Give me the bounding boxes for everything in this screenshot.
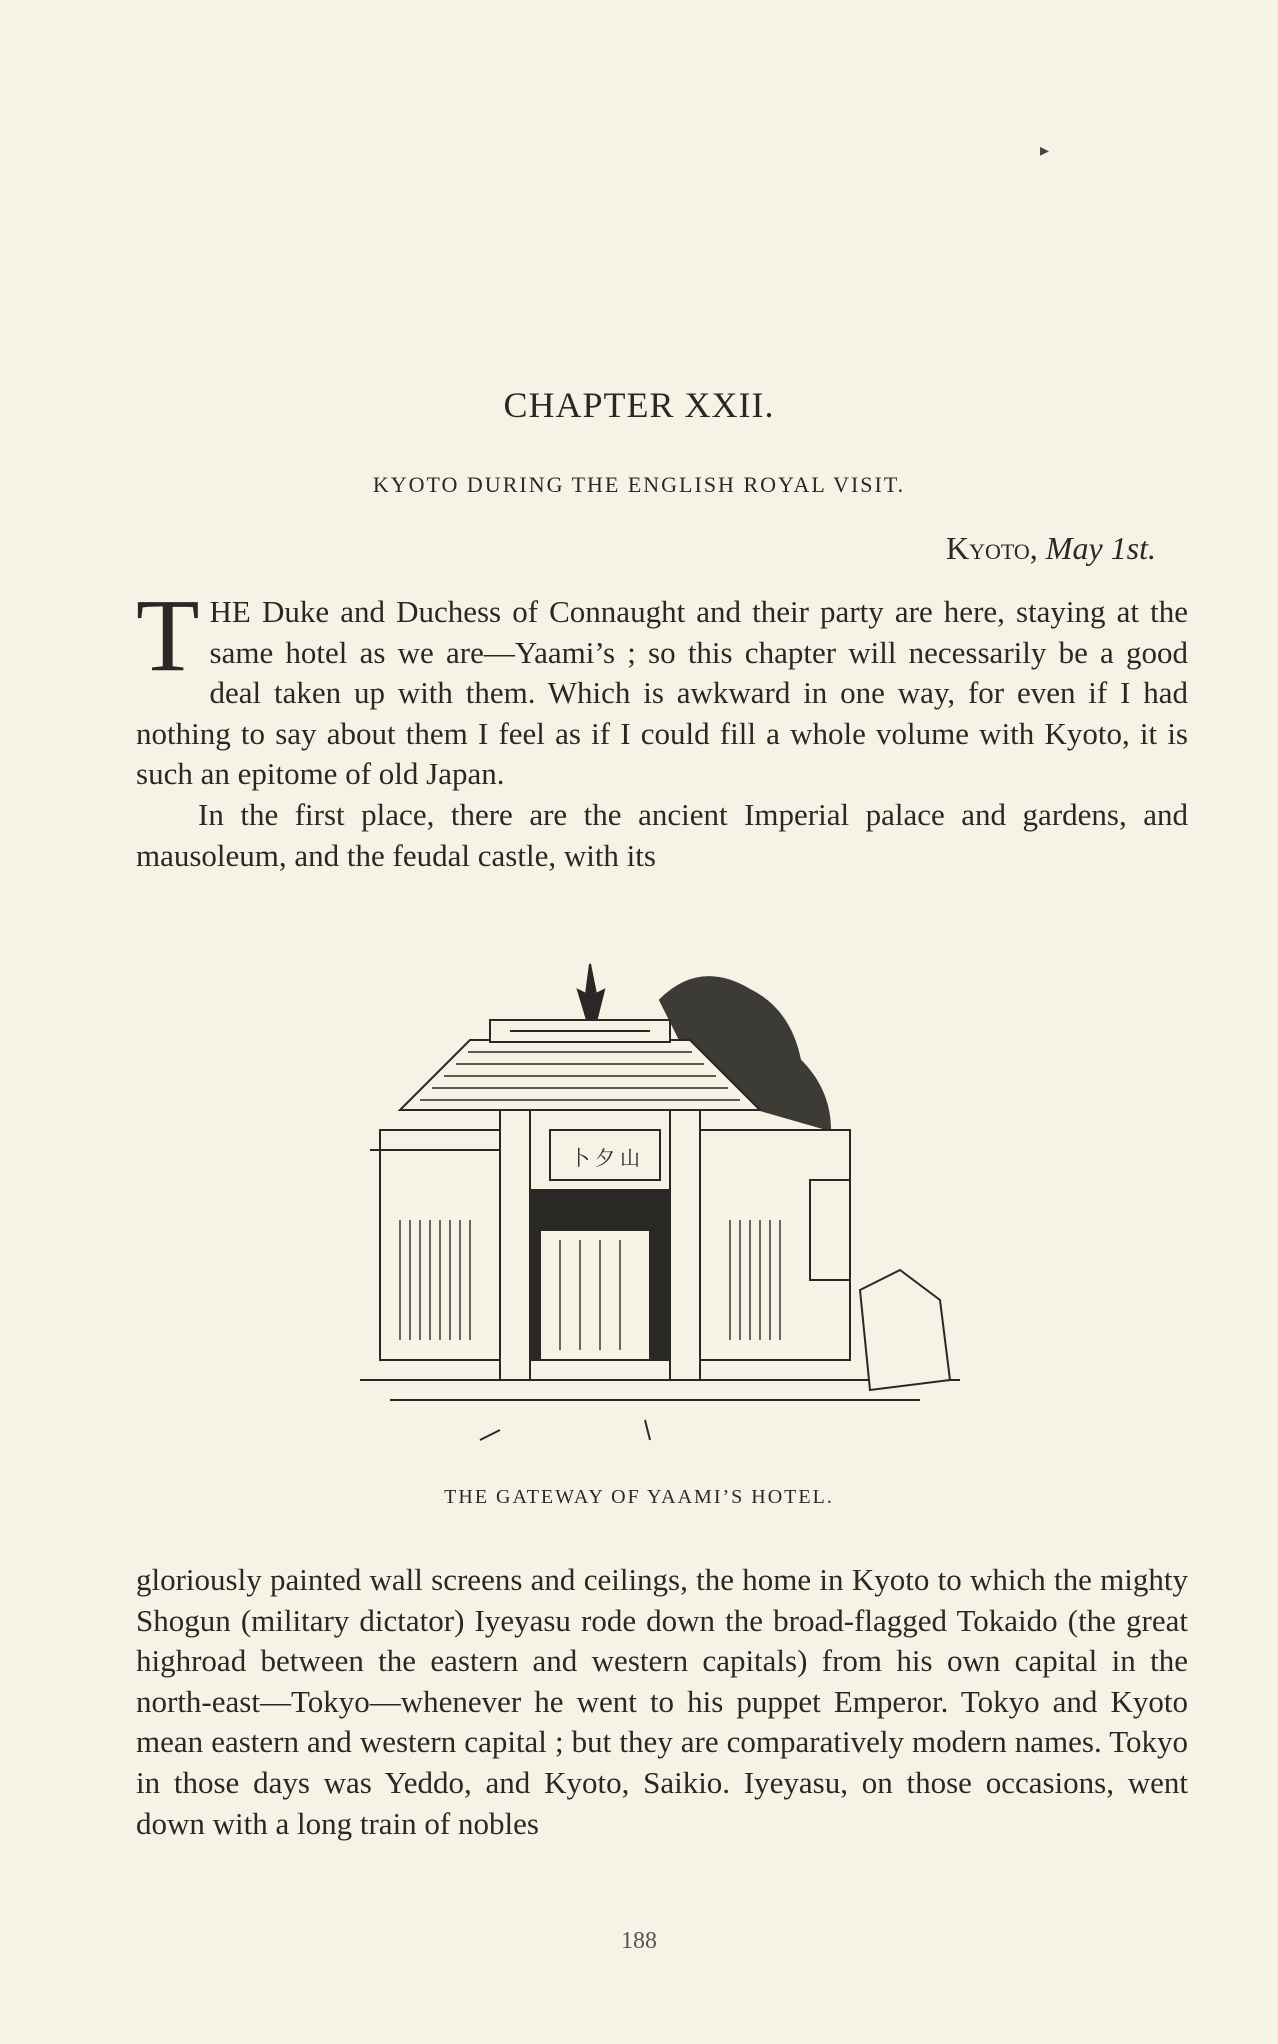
dateline-place: Kyoto, [945, 530, 1038, 566]
drop-cap: T [136, 578, 200, 693]
figure-caption: THE GATEWAY OF YAAMI’S HOTEL. [444, 1486, 834, 1508]
printer-mark: ▸ [1040, 140, 1050, 160]
svg-text:卜 夕 山: 卜 夕 山 [570, 1148, 640, 1170]
gateway-illustration [360, 960, 970, 1470]
paragraph-3: gloriously painted wall screens and ceilings, the home in Kyoto to which the mighty Shogun (military dictator) Iyeyasu rode down the broad-flagged Tokaido (the great highroad between the eastern and western capitals) from his own capital in the north-east—Tokyo—whenever he went to his puppet Emperor. Tokyo and Kyoto mean eastern and western capital ; but they are comparatively modern names. Tokyo in those days was Yeddo, and Kyoto, Saikio. Iyeyasu, on those occasions, went down with a long train of nobles [136, 1562, 1188, 1841]
chapter-heading: CHAPTER XXII. [503, 385, 775, 425]
chapter-subtitle: KYOTO DURING THE ENGLISH ROYAL VISIT. [372, 472, 906, 497]
dateline-date: May 1st. [1045, 530, 1156, 566]
dateline [946, 530, 1156, 567]
paragraph-2: In the first place, there are the ancient Imperial palace and gardens, and mausoleum, and the feudal castle, with its [136, 796, 1188, 873]
paragraph-1: HE Duke and Duchess of Connaught and their party are here, staying at the same hotel as we are—Yaami’s ; so this chapter will necessarily be a good deal taken up with them. Which is awkward in one way, for even if I had nothing to say about them I feel as if I could fill a whole volume with Kyoto, it is such an epitome of old Japan. [136, 594, 1188, 792]
page-number: 188 [621, 1928, 657, 1954]
body-text-top [136, 578, 1188, 876]
